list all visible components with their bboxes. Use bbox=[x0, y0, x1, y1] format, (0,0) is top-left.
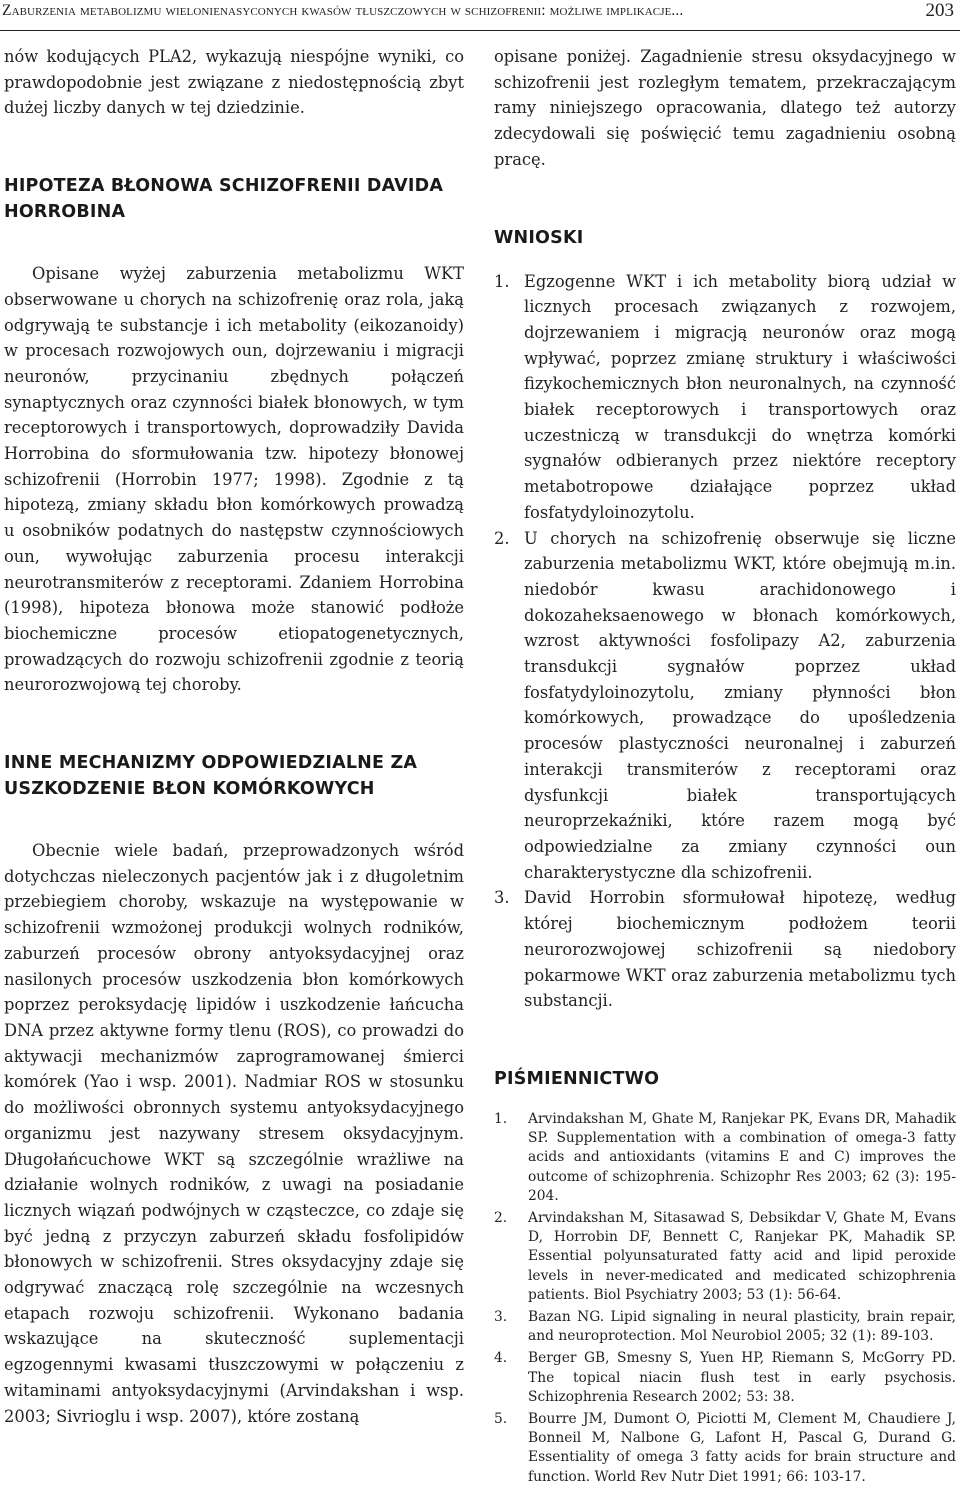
reference-text: Arvindakshan M, Sitasawad S, Debsikdar V, Ghate M, Evans D, Horrobin DF, Bennett C, Ranjekar PK, Mahadik SP. Essential polyunsaturated fatty acid and lipid peroxide levels in never-medicated and medicated schizophrenia patients. Biol Psychiatry 2003; 53 (1): 56-64. bbox=[528, 1209, 956, 1303]
right-column bbox=[494, 44, 956, 1490]
continued-paragraph-right: opisane poniżej. Zagadnienie stresu oksydacyjnego w schizofrenii jest rozległym tematem, przekraczającym ramy niniejszego opracowania, dlatego też autorzy zdecydowali się poświęcić temu zagadnieniu osobną pracę. bbox=[494, 47, 956, 169]
reference-number: 5. bbox=[494, 1410, 508, 1427]
references-list bbox=[494, 1110, 956, 1487]
list-item-number: 2. bbox=[494, 528, 510, 548]
section-heading-conclusions: WNIOSKI bbox=[494, 227, 584, 248]
left-column bbox=[4, 44, 464, 1429]
list-item-text: Egzogenne WKT i ich metabolity biorą udział w licznych procesach związanych z rozwojem, dojrzewaniem i migracją neuronów oraz mogą wpływać, poprzez zmianę struktury i właściwości fizykochemicznych błon neuronalnych, na czynność białek receptorowych i transportowych oraz uczestniczą w transdukcji do wnętrza komórki sygnałów odbieranych przez niektóre receptory metabotropowe działające poprzez układ fosfatydyloinozytolu. bbox=[524, 271, 956, 522]
reference-number: 3. bbox=[494, 1308, 508, 1325]
reference-item bbox=[494, 1209, 956, 1305]
section-heading-membrane-hypothesis: HIPOTEZA BŁONOWA SCHIZOFRENII DAVIDA HORROBINA bbox=[4, 176, 444, 223]
list-item-text: U chorych na schizofrenię obserwuje się liczne zaburzenia metabolizmu WKT, które obejmują m.in. niedobór kwasu arachidonowego i dokozaheksaenowego w błonach komórkowych, wzrost aktywności fosfolipazy A2, zaburzenia transdukcji sygnałów poprzez układ fosfatydyloinozytolu, zmiany płynności błon komórkowych, prowadzące do upośledzenia procesów plastyczności neuronalnej i zaburzeń interakcji transmiterów z receptorami oraz dysfunkcji białek transportujących neuroprzekaźniki, które razem mogą być odpowiedzialne za zmiany czynności oun charakterystyczne dla schizofrenii. bbox=[524, 528, 956, 882]
reference-item bbox=[494, 1110, 956, 1206]
reference-text: Berger GB, Smesny S, Yuen HP, Riemann S, McGorry PD. The topical niacin flush test in early psychosis. Schizophrenia Research 2002; 53: 38. bbox=[528, 1350, 956, 1405]
reference-item bbox=[494, 1349, 956, 1407]
membrane-hypothesis-paragraph: Opisane wyżej zaburzenia metabolizmu WKT obserwowane u chorych na schizofrenię oraz rola, jaką odgrywają te substancje i ich metabolity (eikozanoidy) w procesach rozwojowych oun, dojrzewaniu i migracji neuronów, przycinaniu zbędnych połączeń synaptycznych oraz czynności białek błonowych, w tym receptorowych i transportowych, doprowadziły Davida Horrobina do sformułowania tzw. hipotezy błonowej schizofrenii (Horrobin 1977; 1998). Zgodnie z tą hipotezą, zmiany składu błon komórkowych prowadzą u osobników podatnych do następstw czynnościowych oun, wywołując zaburzenia procesu interakcji neurotransmiterów z receptorami. Zdaniem Horrobina (1998), hipoteza błonowa może stanowić podłoże biochemiczne procesów etiopatogenetycznych, prowadzących do rozwoju schizofrenii zgodnie z teorią neurorozwojową tej choroby. bbox=[4, 264, 464, 695]
continued-paragraph: nów kodujących PLA2, wykazują niespójne wyniki, co prawdopodobnie jest związane z niedostępnością zbyt dużej liczby danych w tej dziedzinie. bbox=[4, 47, 464, 118]
other-mechanisms-paragraph: Obecnie wiele badań, przeprowadzonych wśród dotychczas nieleczonych pacjentów jak i z długoletnim przebiegiem choroby, wskazuje na występowanie w schizofrenii wzmożonej produkcji wolnych rodników, zaburzeń procesów obrony antyoksydacyjnej oraz nasilonych procesów uszkodzenia błon komórkowych poprzez peroksydację lipidów i uszkodzenie łańcucha DNA przez aktywne formy tlenu (ROS), co prowadzi do aktywacji mechanizmów zaprogramowanej śmierci komórek (Yao i wsp. 2001). Nadmiar ROS w stosunku do możliwości obronnych systemu antyoksydacyjnego organizmu jest nazywany stresem oksydacyjnym. Długołańcuchowe WKT są szczególnie wrażliwe na działanie wolnych rodników, z uwagi na posiadanie licznych wiązań podwójnych w cząsteczce, co zdaje się być jedną z przyczyn zaburzeń składu fosfolipidów błonowych w schizofrenii. Stres oksydacyjny zdaje się odgrywać znaczącą rolę szczególnie na wczesnych etapach rozwoju schizofrenii. Wykonano badania wskazujące na skuteczność suplementacji egzogennymi kwasami tłuszczowymi w połączeniu z witaminami antyoksydacyjnymi (Arvindakshan i wsp. 2003; Sivrioglu i wsp. 2007), które zostaną bbox=[4, 841, 464, 1426]
running-header bbox=[0, 0, 960, 31]
conclusions-list bbox=[494, 269, 956, 1014]
reference-number: 2. bbox=[494, 1209, 508, 1226]
section-heading-references: PIŚMIENNICTWO bbox=[494, 1068, 660, 1089]
running-title: Zaburzenia metabolizmu wielonienasyconych kwasów tłuszczowych w schizofrenii: możliwe implikacje... bbox=[2, 2, 684, 19]
reference-number: 4. bbox=[494, 1350, 508, 1367]
list-item bbox=[494, 269, 956, 526]
list-item bbox=[494, 526, 956, 886]
reference-item bbox=[494, 1308, 956, 1346]
reference-text: Bourre JM, Dumont O, Piciotti M, Clement M, Chaudiere J, Bonneil M, Nalbone G, Lafont H, Pascal G, Durand G. Essentiality of omega 3 fatty acids for brain structure and function. World Rev Nutr Diet 1991; 66: 103-17. bbox=[528, 1410, 956, 1485]
page-number: 203 bbox=[925, 0, 954, 21]
reference-text: Arvindakshan M, Ghate M, Ranjekar PK, Evans DR, Mahadik SP. Supplementation with a combination of omega-3 fatty acids and antioxidants (vitamins E and C) improves the outcome of schizophrenia. Schizophr Res 2003; 62 (3): 195-204. bbox=[528, 1110, 956, 1204]
reference-number: 1. bbox=[494, 1110, 508, 1127]
list-item-text: David Horrobin sformułował hipotezę, według której biochemicznym podłożem teorii neurorozwojowej schizofrenii są niedobory pokarmowe WKT oraz zaburzenia metabolizmu tych substancji. bbox=[524, 888, 956, 1011]
list-item-number: 3. bbox=[494, 888, 510, 908]
section-heading-other-mechanisms: INNE MECHANIZMY ODPOWIEDZIALNE ZA USZKODZENIE BŁON KOMÓRKOWYCH bbox=[4, 753, 418, 800]
list-item-number: 1. bbox=[494, 271, 510, 291]
reference-text: Bazan NG. Lipid signaling in neural plasticity, brain repair, and neuroprotection. Mol Neurobiol 2005; 32 (1): 89-103. bbox=[528, 1308, 956, 1345]
reference-item bbox=[494, 1410, 956, 1487]
list-item bbox=[494, 885, 956, 1014]
